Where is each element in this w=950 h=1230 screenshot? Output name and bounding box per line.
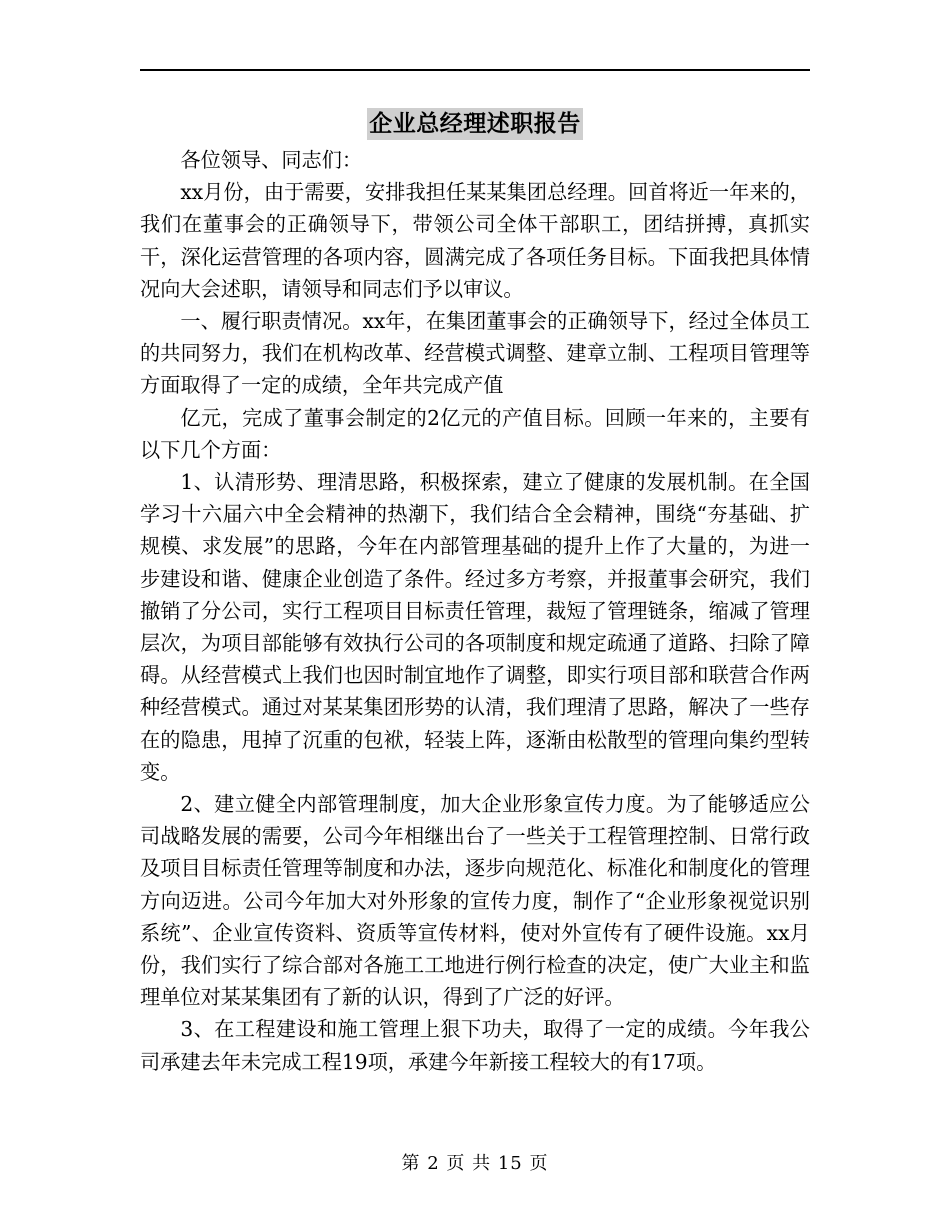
paragraph-point-3: 3、在工程建设和施工管理上狠下功夫，取得了一定的成绩。今年我公司承建去年未完成工程19项，承建今年新接工程较大的有17项。 bbox=[140, 1017, 810, 1074]
paragraph-intro: xx月份，由于需要，安排我担任某某集团总经理。回首将近一年来的，我们在董事会的正确领导下，带领公司全体干部职工，团结拼搏，真抓实干，深化运营管理的各项内容，圆满完成了各项任务目标。下面我把具体情况向大会述职，请领导和同志们予以审议。 bbox=[140, 180, 810, 301]
document-title: 企业总经理述职报告 bbox=[367, 108, 583, 140]
title-container bbox=[140, 108, 810, 140]
salutation: 各位领导、同志们： bbox=[180, 148, 363, 172]
page-footer: 第 2 页 共 15 页 bbox=[401, 1153, 549, 1174]
paragraph-section-1: 一、履行职责情况。xx年，在集团董事会的正确领导下，经过全体员工的共同努力，我们在机构改革、经营模式调整、建章立制、工程项目管理等方面取得了一定的成绩，全年共完成产值 bbox=[140, 309, 810, 398]
document-body bbox=[140, 144, 810, 1078]
paragraph-point-2: 2、建立健全内部管理制度，加大企业形象宣传力度。为了能够适应公司战略发展的需要，公司今年相继出台了一些关于工程管理控制、日常行政及项目目标责任管理等制度和办法，逐步向规范化、标准化和制度化的管理方向迈进。公司今年加大对外形象的宣传力度，制作了“企业形象视觉识别系统”、企业宣传资料、资质等宣传材料，使对外宣传有了硬件设施。xx月份，我们实行了综合部对各施工工地进行例行检查的决定，使广大业主和监理单位对某某集团有了新的认识，得到了广泛的好评。 bbox=[140, 792, 810, 1010]
paragraph-output-value: 亿元，完成了董事会制定的2亿元的产值目标。回顾一年来的，主要有以下几个方面： bbox=[140, 405, 810, 462]
header-rule bbox=[140, 69, 810, 71]
paragraph-point-1: 1、认清形势、理清思路，积极探索，建立了健康的发展机制。在全国学习十六届六中全会精神的热潮下，我们结合全会精神，围绕“夯基础、扩规模、求发展”的思路，今年在内部管理基础的提升上作了大量的，为进一步建设和谐、健康企业创造了条件。经过多方考察，并报董事会研究，我们撤销了分公司，实行工程项目目标责任管理，裁短了管理链条，缩减了管理层次，为项目部能够有效执行公司的各项制度和规定疏通了道路、扫除了障碍。从经营模式上我们也因时制宜地作了调整，即实行项目部和联营合作两种经营模式。通过对某某集团形势的认清，我们理清了思路，解决了一些存在的隐患，甩掉了沉重的包袱，轻装上阵，逐渐由松散型的管理向集约型转变。 bbox=[140, 470, 810, 784]
